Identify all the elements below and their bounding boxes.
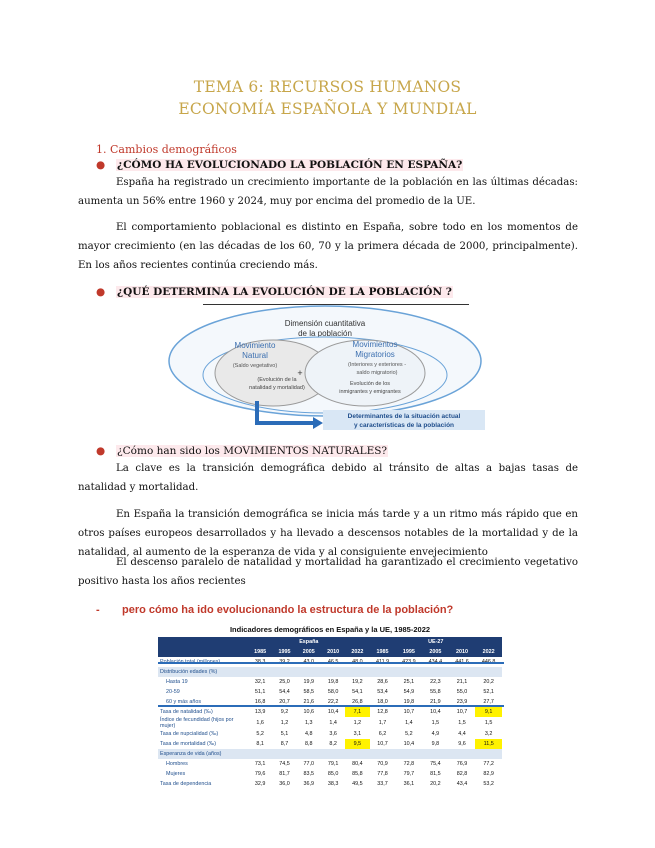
bullet-text: ¿CÓMO HA EVOLUCIONADO LA POBLACIÓN EN ESPAÑA? (117, 159, 463, 171)
group-spain: España (248, 637, 370, 647)
table-cell (422, 667, 449, 677)
plus-icon: + (297, 368, 303, 378)
table-cell: 1,2 (280, 720, 289, 726)
table-cell (345, 749, 369, 759)
table-cell: 5,2 (405, 731, 413, 737)
row-label: Distribución edades (%) (158, 667, 248, 677)
table-cell: 70,9 (377, 761, 388, 767)
group-eu: UE-27 (370, 637, 502, 647)
migratory-title-1: Movimientos (352, 340, 398, 349)
table-cell: 74,5 (279, 761, 290, 767)
table-cell: 12,8 (377, 709, 388, 715)
row-label: Índice de fecundidad (hijos por mujer) (160, 717, 234, 729)
table-cell: 1,5 (431, 720, 440, 726)
table-cell (449, 749, 476, 759)
year-header-cell: 1985 (370, 647, 396, 657)
table-cell: 21,1 (456, 679, 468, 685)
conclusion-line-2: y características de la población (353, 422, 455, 429)
table-cell: 8,8 (305, 741, 313, 747)
table-cell (422, 749, 449, 759)
table-cell: 5,2 (256, 731, 264, 737)
table-cell (248, 749, 272, 759)
bullet-text: ¿QUÉ DETERMINA LA EVOLUCIÓN DE LA POBLACIÓN ? (117, 286, 452, 298)
table-cell: 13,9 (254, 709, 266, 715)
table-cell: 81,5 (430, 771, 441, 777)
row-label: Esperanza de vida (años) (158, 749, 248, 759)
table-cell: 18,0 (377, 699, 388, 705)
table-cell: 79,7 (403, 771, 415, 777)
table-cell: 9,6 (458, 741, 466, 747)
paragraph-5: El descenso paralelo de natalidad y mortalidad ha garantizado el crecimiento vegetativo positivo hasta los años recientes (78, 557, 578, 587)
table-cell: 9,2 (280, 709, 289, 715)
bullet-text: ¿Cómo han sido los MOVIMIENTOS NATURALES? (117, 445, 388, 457)
year-header-cell: 2022 (475, 647, 502, 657)
table-row (158, 707, 502, 717)
table-cell: 85,8 (352, 771, 363, 777)
table-cell: 79,6 (254, 771, 266, 777)
row-label: Tasa de nupcialidad (‰) (160, 731, 219, 737)
table-group-header (158, 637, 502, 647)
table-cell: 8,1 (256, 741, 264, 747)
table-cell: 10,6 (303, 709, 315, 715)
table-cell: 10,7 (456, 709, 468, 715)
year-header-cell: 2005 (297, 647, 321, 657)
table-row (158, 677, 502, 687)
table-cell: 80,4 (352, 761, 363, 767)
bullet-question-3 (96, 445, 388, 457)
table-cell: 10,7 (403, 709, 415, 715)
table-cell: 8,7 (280, 741, 289, 747)
year-header-cell: 1985 (248, 647, 272, 657)
table-cell: 3,6 (329, 731, 337, 737)
table-cell: 19,8 (327, 679, 339, 685)
table-cell (345, 667, 369, 677)
table-row (158, 779, 502, 789)
table-cell (396, 667, 423, 677)
table-cell: 36,0 (279, 781, 290, 787)
row-label: Hombres (166, 761, 188, 767)
table-row (158, 759, 502, 769)
table-cell: 3,1 (353, 731, 362, 737)
table-row (158, 769, 502, 779)
table-cell: 54,4 (279, 689, 290, 695)
table-cell (321, 749, 345, 759)
highlight-line (158, 705, 504, 707)
natural-note-1: (Evolución de la (257, 377, 297, 383)
doc-subtitle: ECONOMÍA ESPAÑOLA Y MUNDIAL (178, 100, 477, 118)
table-cell: 38,3 (327, 781, 339, 787)
table-cell: 53,4 (377, 689, 388, 695)
table-cell: 43,4 (456, 781, 468, 787)
dash-heading-text: pero cómo ha ido evolucionando la estructura de la población? (122, 604, 454, 616)
table-cell: 19,9 (303, 679, 315, 685)
highlight-line (158, 662, 504, 664)
table-cell: 20,2 (483, 679, 494, 685)
table-row (158, 687, 502, 697)
table-cell: 75,4 (430, 761, 441, 767)
table-cell: 28,6 (377, 679, 388, 685)
table-cell: 76,9 (456, 761, 468, 767)
table-cell (475, 749, 502, 759)
bullet-icon: ● (96, 445, 106, 457)
year-header-cell: 1995 (396, 647, 423, 657)
natural-note-2: natalidad y mortalidad) (249, 385, 305, 391)
table-cell: 5,1 (280, 731, 289, 737)
section-heading: 1. Cambios demográficos (96, 143, 237, 156)
table-cell: 4,4 (458, 731, 466, 737)
natural-sub: (Saldo vegetativo) (232, 363, 278, 369)
table-cell (449, 667, 476, 677)
table-cell: 32,1 (254, 679, 266, 685)
table-cell: 6,2 (378, 731, 387, 737)
outer-label-1: Dimensión cuantitativa (284, 319, 366, 328)
table-cell: 4,8 (305, 731, 313, 737)
year-header-cell: 2005 (422, 647, 449, 657)
table-cell (396, 749, 423, 759)
table-cell (321, 667, 345, 677)
dash-heading (96, 604, 453, 616)
table-cell: 81,7 (279, 771, 290, 777)
table-cell: 22,2 (327, 699, 339, 705)
table-cell: 1,2 (353, 720, 362, 726)
corner-cell (158, 647, 248, 657)
table-cell: 16,8 (254, 699, 266, 705)
demographic-table (158, 637, 502, 789)
table-cell: 33,7 (377, 781, 388, 787)
table-cell: 23,9 (456, 699, 468, 705)
table-cell: 73,1 (254, 761, 266, 767)
row-label: 20-59 (166, 689, 180, 695)
migratory-sub-2: saldo migratorio) (356, 370, 398, 376)
year-header-cell: 2010 (449, 647, 476, 657)
table-cell: 1,3 (305, 720, 313, 726)
table-cell: 77,8 (377, 771, 388, 777)
table-cell: 7,1 (345, 707, 369, 717)
bullet-question-2 (96, 286, 453, 298)
row-label: Hasta 19 (166, 679, 188, 685)
row-label: 60 y más años (166, 699, 202, 705)
migratory-title-2: Migratorios (355, 350, 395, 359)
table-cell: 72,8 (403, 761, 415, 767)
table-cell (297, 749, 321, 759)
table-year-header (158, 647, 502, 657)
table-cell: 79,1 (327, 761, 339, 767)
paragraph-1: España ha registrado un crecimiento importante de la población en las últimas décadas: aumenta un 56% entre 1960 y 2024, muy por encima del promedio de la UE. (78, 177, 578, 207)
paragraph-2: El comportamiento poblacional es distinto en España, sobre todo en los momentos de mayor crecimiento (en las décadas de los 60, 70 y la primera década de 2000, principalmente). En los años recientes continúa creciendo más. (78, 222, 578, 271)
table-cell: 58,0 (327, 689, 339, 695)
table-cell: 22,3 (430, 679, 441, 685)
table-cell: 36,1 (403, 781, 415, 787)
table-cell: 52,1 (483, 689, 494, 695)
doc-title: TEMA 6: RECURSOS HUMANOS (193, 78, 462, 96)
table-cell: 55,0 (456, 689, 468, 695)
table-cell: 10,4 (430, 709, 441, 715)
table-cell: 77,2 (483, 761, 494, 767)
table-cell: 4,9 (431, 731, 440, 737)
year-header-cell: 2022 (345, 647, 369, 657)
migratory-note-2: inmigrantes y emigrantes (339, 389, 401, 395)
row-label: Tasa de dependencia (160, 781, 212, 787)
table-cell: 82,8 (456, 771, 468, 777)
table-cell: 10,4 (403, 741, 415, 747)
table-cell: 1,4 (405, 720, 413, 726)
paragraph-4: En España la transición demográfica se inicia más tarde y a un ritmo más rápido que en otros países europeos desarrollados y ha llevado a descensos notables de la mortalidad y de la natalidad, al aumento de la esperanza de vida y al consiguiente envejecimiento (78, 509, 578, 558)
row-label: Tasa de mortalidad (‰) (160, 741, 217, 747)
dash-icon: - (96, 604, 100, 616)
table-cell: 20,7 (279, 699, 290, 705)
table-cell: 49,5 (352, 781, 363, 787)
table-cell: 9,5 (345, 739, 369, 749)
table-cell: 53,2 (483, 781, 494, 787)
table-cell: 25,0 (279, 679, 290, 685)
table-cell: 58,5 (303, 689, 315, 695)
table-cell: 21,6 (303, 699, 315, 705)
table-cell (272, 667, 296, 677)
table-cell: 26,8 (352, 699, 363, 705)
table-cell: 1,7 (378, 720, 387, 726)
natural-title-2: Natural (242, 351, 268, 360)
table-cell (370, 667, 396, 677)
table-cell: 8,2 (329, 741, 337, 747)
table-cell: 82,9 (483, 771, 494, 777)
table-cell: 85,0 (327, 771, 339, 777)
table-cell: 10,7 (377, 741, 388, 747)
table-cell: 54,1 (352, 689, 363, 695)
table-cell: 55,8 (430, 689, 441, 695)
table-row (158, 729, 502, 739)
row-label: Mujeres (166, 771, 186, 777)
arrow-head-icon (313, 417, 323, 429)
table-cell: 27,7 (483, 699, 494, 705)
paragraph-3: La clave es la transición demográfica debido al tránsito de altas a bajas tasas de natalidad y mortalidad. (78, 463, 578, 493)
table-cell: 19,2 (352, 679, 363, 685)
table-cell: 20,2 (430, 781, 441, 787)
table-cell: 19,8 (403, 699, 415, 705)
population-diagram (165, 303, 485, 431)
table-cell: 1,6 (256, 720, 264, 726)
table-cell: 32,9 (254, 781, 266, 787)
table-cell: 3,2 (484, 731, 493, 737)
table-cell: 21,9 (430, 699, 441, 705)
table-title: Indicadores demográficos en España y la UE, 1985-2022 (229, 625, 431, 634)
table-cell: 11,5 (475, 739, 502, 749)
table-cell: 9,1 (475, 707, 502, 717)
table-cell (370, 749, 396, 759)
bullet-question-1 (96, 159, 463, 171)
year-header-cell: 1995 (272, 647, 296, 657)
table-row (158, 717, 502, 729)
table-cell: 10,4 (327, 709, 339, 715)
table-cell: 1,5 (458, 720, 466, 726)
table-cell: 36,9 (303, 781, 315, 787)
table-cell: 9,8 (431, 741, 440, 747)
table-cell: 77,0 (303, 761, 315, 767)
bullet-icon: ● (96, 159, 106, 171)
table-row (158, 667, 502, 677)
bullet-icon: ● (96, 286, 106, 298)
table-cell: 54,9 (403, 689, 415, 695)
conclusion-line-1: Determinantes de la situación actual (347, 413, 461, 420)
table-row (158, 739, 502, 749)
table-cell: 83,5 (303, 771, 315, 777)
table-cell (272, 749, 296, 759)
migratory-note-1: Evolución de los (349, 381, 391, 387)
row-label: Tasa de natalidad (‰) (160, 709, 213, 715)
migratory-sub-1: (Interiores y exteriores - (347, 362, 407, 368)
year-header-cell: 2010 (321, 647, 345, 657)
corner-cell (158, 637, 248, 647)
table-row (158, 749, 502, 759)
table-cell (475, 667, 502, 677)
natural-title-1: Movimiento (234, 341, 276, 350)
table-cell: 51,1 (254, 689, 266, 695)
table-cell: 25,1 (403, 679, 415, 685)
table-cell (248, 667, 272, 677)
table-cell (297, 667, 321, 677)
outer-label-2: de la población (298, 329, 352, 338)
table-cell: 1,4 (329, 720, 337, 726)
table-cell: 1,5 (484, 720, 493, 726)
